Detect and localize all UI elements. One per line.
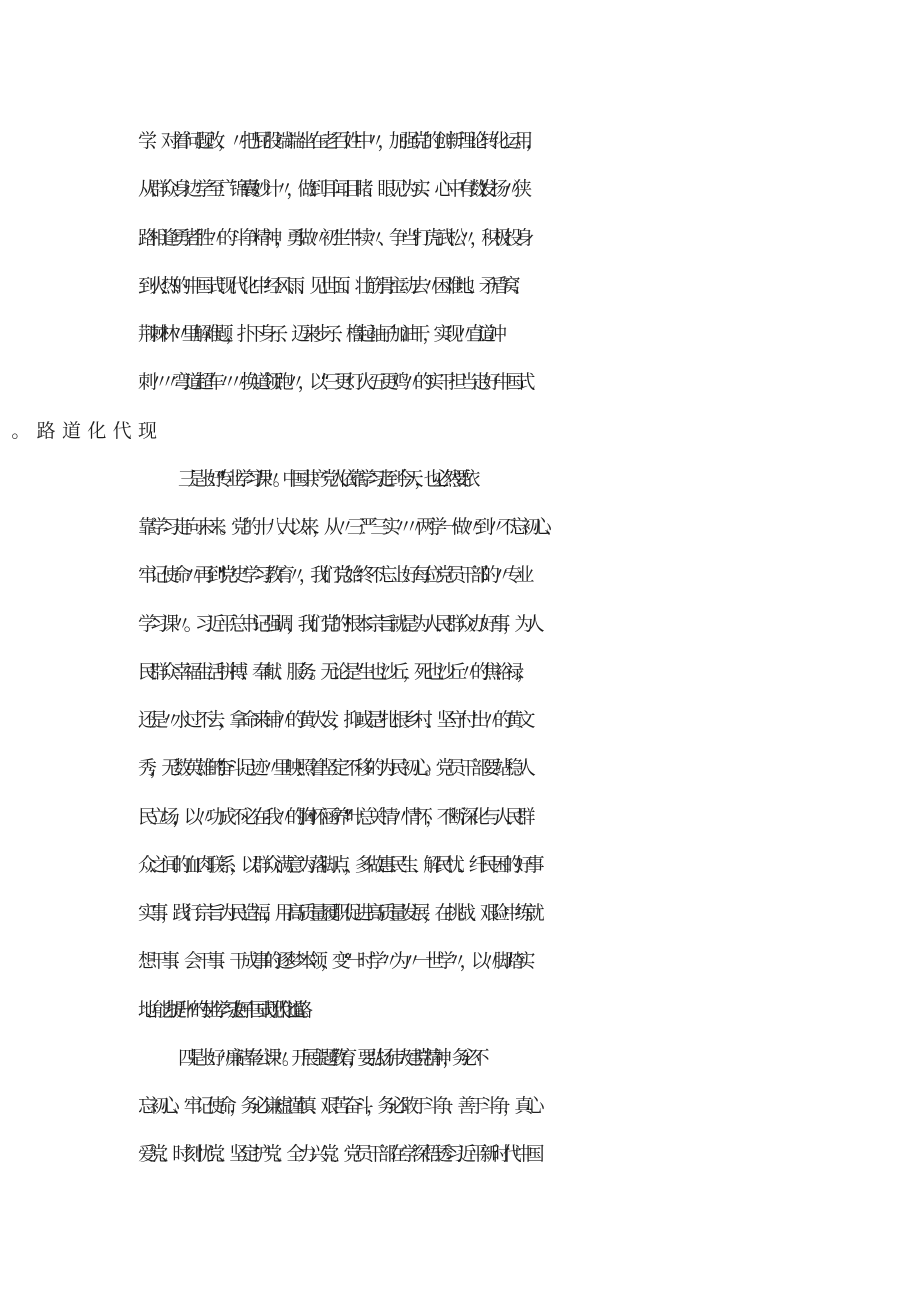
text-line: 民群众幸福生活拼搏、奉献、服务。无论是“生也沙丘，死也沙丘〃的焦裕禄， [138, 661, 528, 683]
text-line: 爱党、时刻忧党、坚定护党、全力兴党。党员干部在学深悟透习近平新时代中国 [138, 1143, 538, 1165]
text-line: 从群众身边学至广锦囊妙计〃，做到耳闻目睹、眼见为实、心中有数;发扬〃狭 [138, 178, 525, 200]
text-line: 还是〃水过不去，拿命来铺〃的黄大发，抑或是“扎根乡村、坚守付出〃的黄文 [138, 709, 528, 731]
text-line: 靠学习走向未来。党的十八大以来，从〃三严三实〃〃两学一做〃到〃不忘初心、 [138, 516, 557, 538]
text-line: 刺〃〃弯道超车〃〃换道领跑〃，以“三更灯火五更鸡〃的实干担当走好中国式 [138, 371, 528, 393]
text-line: 民立场，以〃功成不必在我〃的胸怀涵养“叶总关情〃情怀，不断深化与人民群 [138, 806, 528, 828]
text-line [138, 418, 920, 444]
paragraph-start-line: 四是上好〃廉洁奉公课〃。开展主题教育，要弘扬伟大建党精神，务必不 [178, 1047, 481, 1069]
text-line: 学习课〃。习近平总书记强调，我们党的根本宗旨就是为人民群众办好事，为人 [138, 613, 538, 635]
text-line: 到火热的中国式现代化中经风雨、见世面、壮筋骨;主动去〃困难地、矛盾窝、 [138, 275, 525, 297]
text-line: 路相逢勇者胜〃的斗争精神，勇做〃初生牛犊〃、争当"打虎武松〃，积极投身 [138, 227, 527, 249]
text-line: 秀，无数英雄的''奋斗足迹〃里映照着坚定不移的为民初心。党员干部要站稳人 [138, 757, 529, 779]
text-line: 众之间的血肉联系，以群众满意为落脚点，多做惠民生、解民忧、纤民困的好事 [138, 854, 538, 876]
text-line: 牢记使命〃再到"党史学习教育〃，我们党始终不忘上好每位党员干部的〃专业 [138, 564, 527, 586]
text-line: 实事，践行宗旨为民造福，用高质量履职促进高质量发展，在挑战、艰险中练就 [138, 902, 538, 924]
text-line: 地、能力提升〃的专业学习走好中国式现代化道路。 [138, 999, 310, 1021]
text-line: 学、对着问题改，〃把屁股端端坐在老百姓中〃，加强党的创新理论转化运用， [138, 130, 538, 152]
text-line: 荆棘林〃里解难题，扑下身子、迈来步子、橹起袖子加油干，实现〃直道冲 [138, 323, 500, 345]
text-line: 忘初心、牢记使命，务必谦虚谨慎、艰苦奋斗，务必敢于斗争、善于斗争，真心 [138, 1095, 538, 1117]
text-line: 想干事、会干事、干成事的逐梦本领，变“一时学〃为〃一世学〃，以〃脚踏实 [138, 950, 528, 972]
paragraph-start-line: 三是上好“专业学习课〃。中国共产党人依靠学习走到今天，也必然要依 [178, 468, 471, 490]
